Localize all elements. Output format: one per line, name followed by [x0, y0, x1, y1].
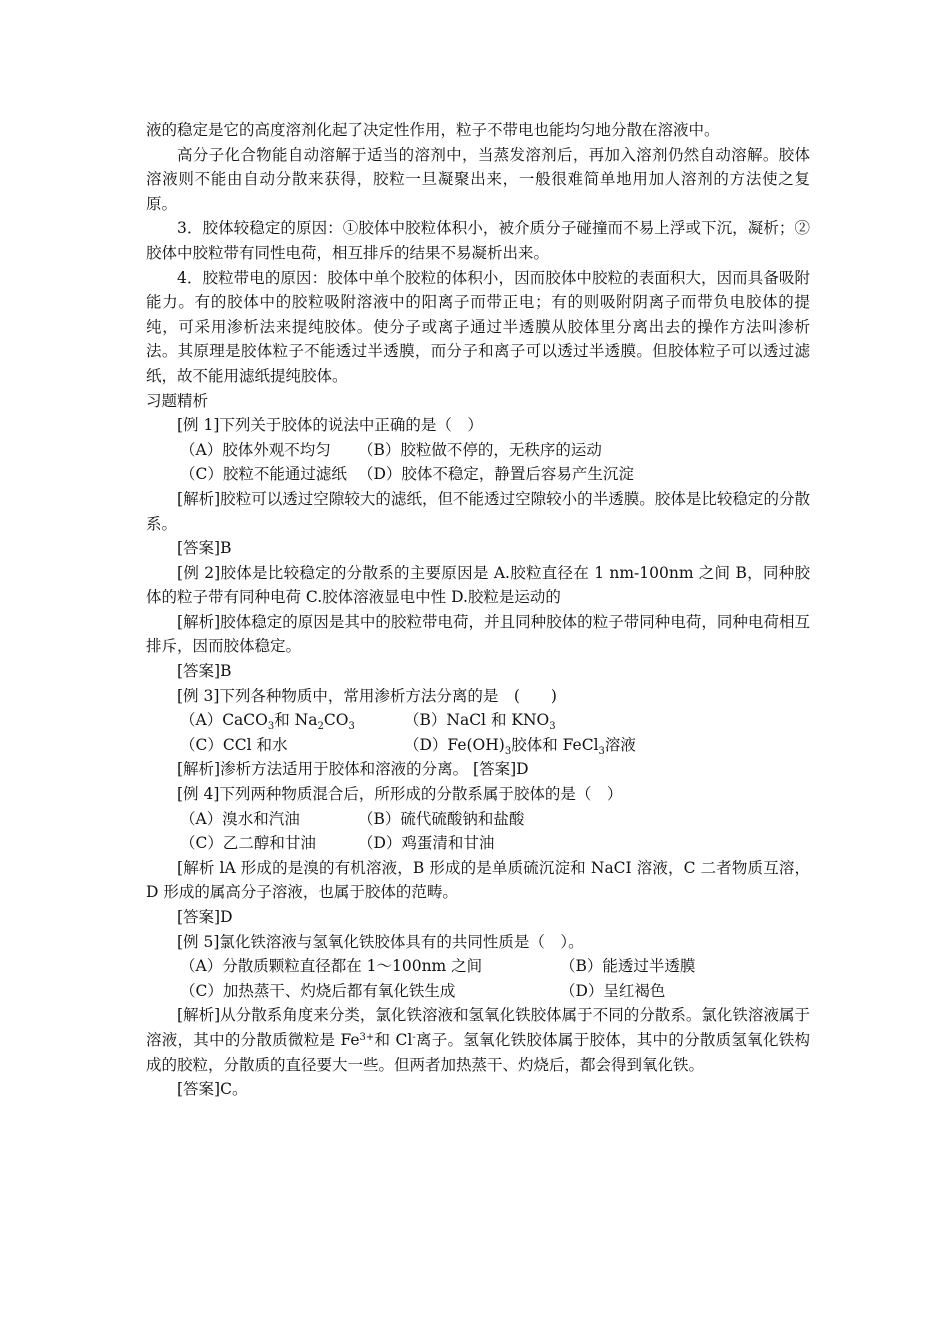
example-1-options-row-1 — [146, 438, 810, 463]
example-2-question: [例 2]胶体是比较稳定的分散系的主要原因是 A.胶粒直径在 1 nm-100nm 之间 B，同种胶体的粒子带有同种电荷 C.胶体溶液显电中性 D.胶粒是运动的 — [146, 563, 810, 607]
option-b: （B）能透过半透膜 — [560, 957, 696, 976]
option-d: （D）呈红褐色 — [560, 981, 666, 1000]
option-c: （C）乙二醇和甘油 — [180, 834, 316, 853]
example-2-answer: [答案]B — [177, 662, 232, 681]
option-d: （D）鸡蛋清和甘油 — [358, 834, 495, 853]
example-3-options-row-2 — [146, 733, 810, 758]
example-5-question: [例 5]氯化铁溶液与氢氧化铁胶体具有的共同性质是（ ）。 — [177, 932, 584, 951]
example-4-analysis: [解析 lA 形成的是溴的有机溶液，B 形成的是单质硫沉淀和 NaCI 溶液，C 二者物质互溶，D 形成的属高分子溶液，也属于胶体的范畴。 — [146, 858, 810, 902]
example-1-analysis: [解析]胶粒可以透过空隙较大的滤纸，但不能透过空隙较小的半透膜。胶体是比较稳定的分散系。 — [146, 489, 810, 533]
option-d: （D）胶体不稳定，静置后容易产生沉淀 — [358, 465, 634, 484]
example-5-options-row-2 — [146, 979, 810, 1004]
option-b: （B）硫代硫酸钠和盐酸 — [358, 809, 525, 828]
example-3-analysis-answer: [解析]渗析方法适用于胶体和溶液的分离。 [答案]D — [177, 760, 529, 779]
option-a: （A）CaCO$_3$和 $Na_2CO_3$ — [180, 711, 355, 733]
option-c: （C）加热蒸干、灼烧后都有氧化铁生成 — [180, 981, 456, 1000]
option-c: （C）胶粒不能通过滤纸 — [180, 465, 347, 484]
example-5-analysis: [解析]从分散系角度来分类，氯化铁溶液和氢氧化铁胶体属于不同的分散系。氯化铁溶液属于溶液，其中的分散质微粒是 $Fe^{3+}$和 Cl-离子。氢氧化铁胶体属于胶体，其中的分散质氢氧化铁构成的胶粒，分散质的直径要大一些。但两者加热蒸干、灼烧后，都会得到氧化铁。 — [146, 1006, 810, 1074]
example-1-question: [例 1]下列关于胶体的说法中正确的是（ ） — [177, 416, 483, 435]
example-5-options-row-1 — [146, 954, 810, 979]
example-4-options-row-2 — [146, 831, 810, 856]
section-title: 习题精析 — [146, 391, 209, 410]
document-page — [146, 118, 810, 1102]
example-5-answer: [答案]C。 — [177, 1080, 248, 1099]
option-a: （A）溴水和汽油 — [180, 809, 300, 828]
example-1-options-row-2 — [146, 462, 810, 487]
example-3-question: [例 3]下列各种物质中，常用渗析方法分离的是 ( ) — [177, 686, 557, 705]
theory-paragraph-1: 液的稳定是它的高度溶剂化起了决定性作用，粒子不带电也能均匀地分散在溶液中。 — [146, 121, 720, 139]
option-d: $(D)Fe(OH)_3$胶体和 FeCl$_3$溶液 — [404, 735, 636, 757]
theory-paragraph-2: 高分子化合物能自动溶解于适当的溶剂中，当蒸发溶剂后，再加入溶剂仍然自动溶解。胶体溶液则不能由自动分散来获得，胶粒一旦凝聚出来，一般很难简单地用加人溶剂的方法使之复原。 — [146, 145, 810, 213]
theory-paragraph-3: 3．胶体较稳定的原因：①胶体中胶粒体积小，被介质分子碰撞而不易上浮或下沉，凝析；②胶体中胶粒带有同性电荷，相互排斥的结果不易凝析出来。 — [146, 219, 810, 262]
option-a: （A）分散质颗粒直径都在 1～100nm 之间 — [180, 957, 483, 976]
option-c: （C）CCl 和水 — [180, 735, 288, 754]
example-3-options-row-1 — [146, 708, 810, 733]
example-4-options-row-1 — [146, 807, 810, 832]
example-4-question: [例 4]下列两种物质混合后，所形成的分散系属于胶体的是（ ） — [177, 785, 623, 804]
option-b: （B）胶粒做不停的，无秩序的运动 — [358, 440, 602, 459]
theory-paragraph-4: 4．胶粒带电的原因：胶体中单个胶粒的体积小，因而胶体中胶粒的表面积大，因而具备吸附能力。有的胶体中的胶粒吸附溶液中的阳离子而带正电；有的则吸附阴离子而带负电胶体的提纯，可采用渗析法来提纯胶体。使分子或离子通过半透膜从胶体里分离出去的操作方法叫渗析法。其原理是胶体粒子不能透过半透膜，而分子和离子可以透过半透膜。但胶体粒子可以透过滤纸，故不能用滤纸提纯胶体。 — [146, 268, 810, 385]
example-1-answer: [答案]B — [177, 539, 232, 558]
option-a: （A）胶体外观不均匀 — [180, 440, 331, 459]
option-b: （B）NaCl 和 $KNO_3$ — [404, 711, 556, 733]
example-2-analysis: [解析]胶体稳定的原因是其中的胶粒带电荷，并且同种胶体的粒子带同种电荷，同种电荷相互排斥，因而胶体稳定。 — [146, 612, 810, 656]
example-4-answer: [答案]D — [177, 908, 233, 926]
